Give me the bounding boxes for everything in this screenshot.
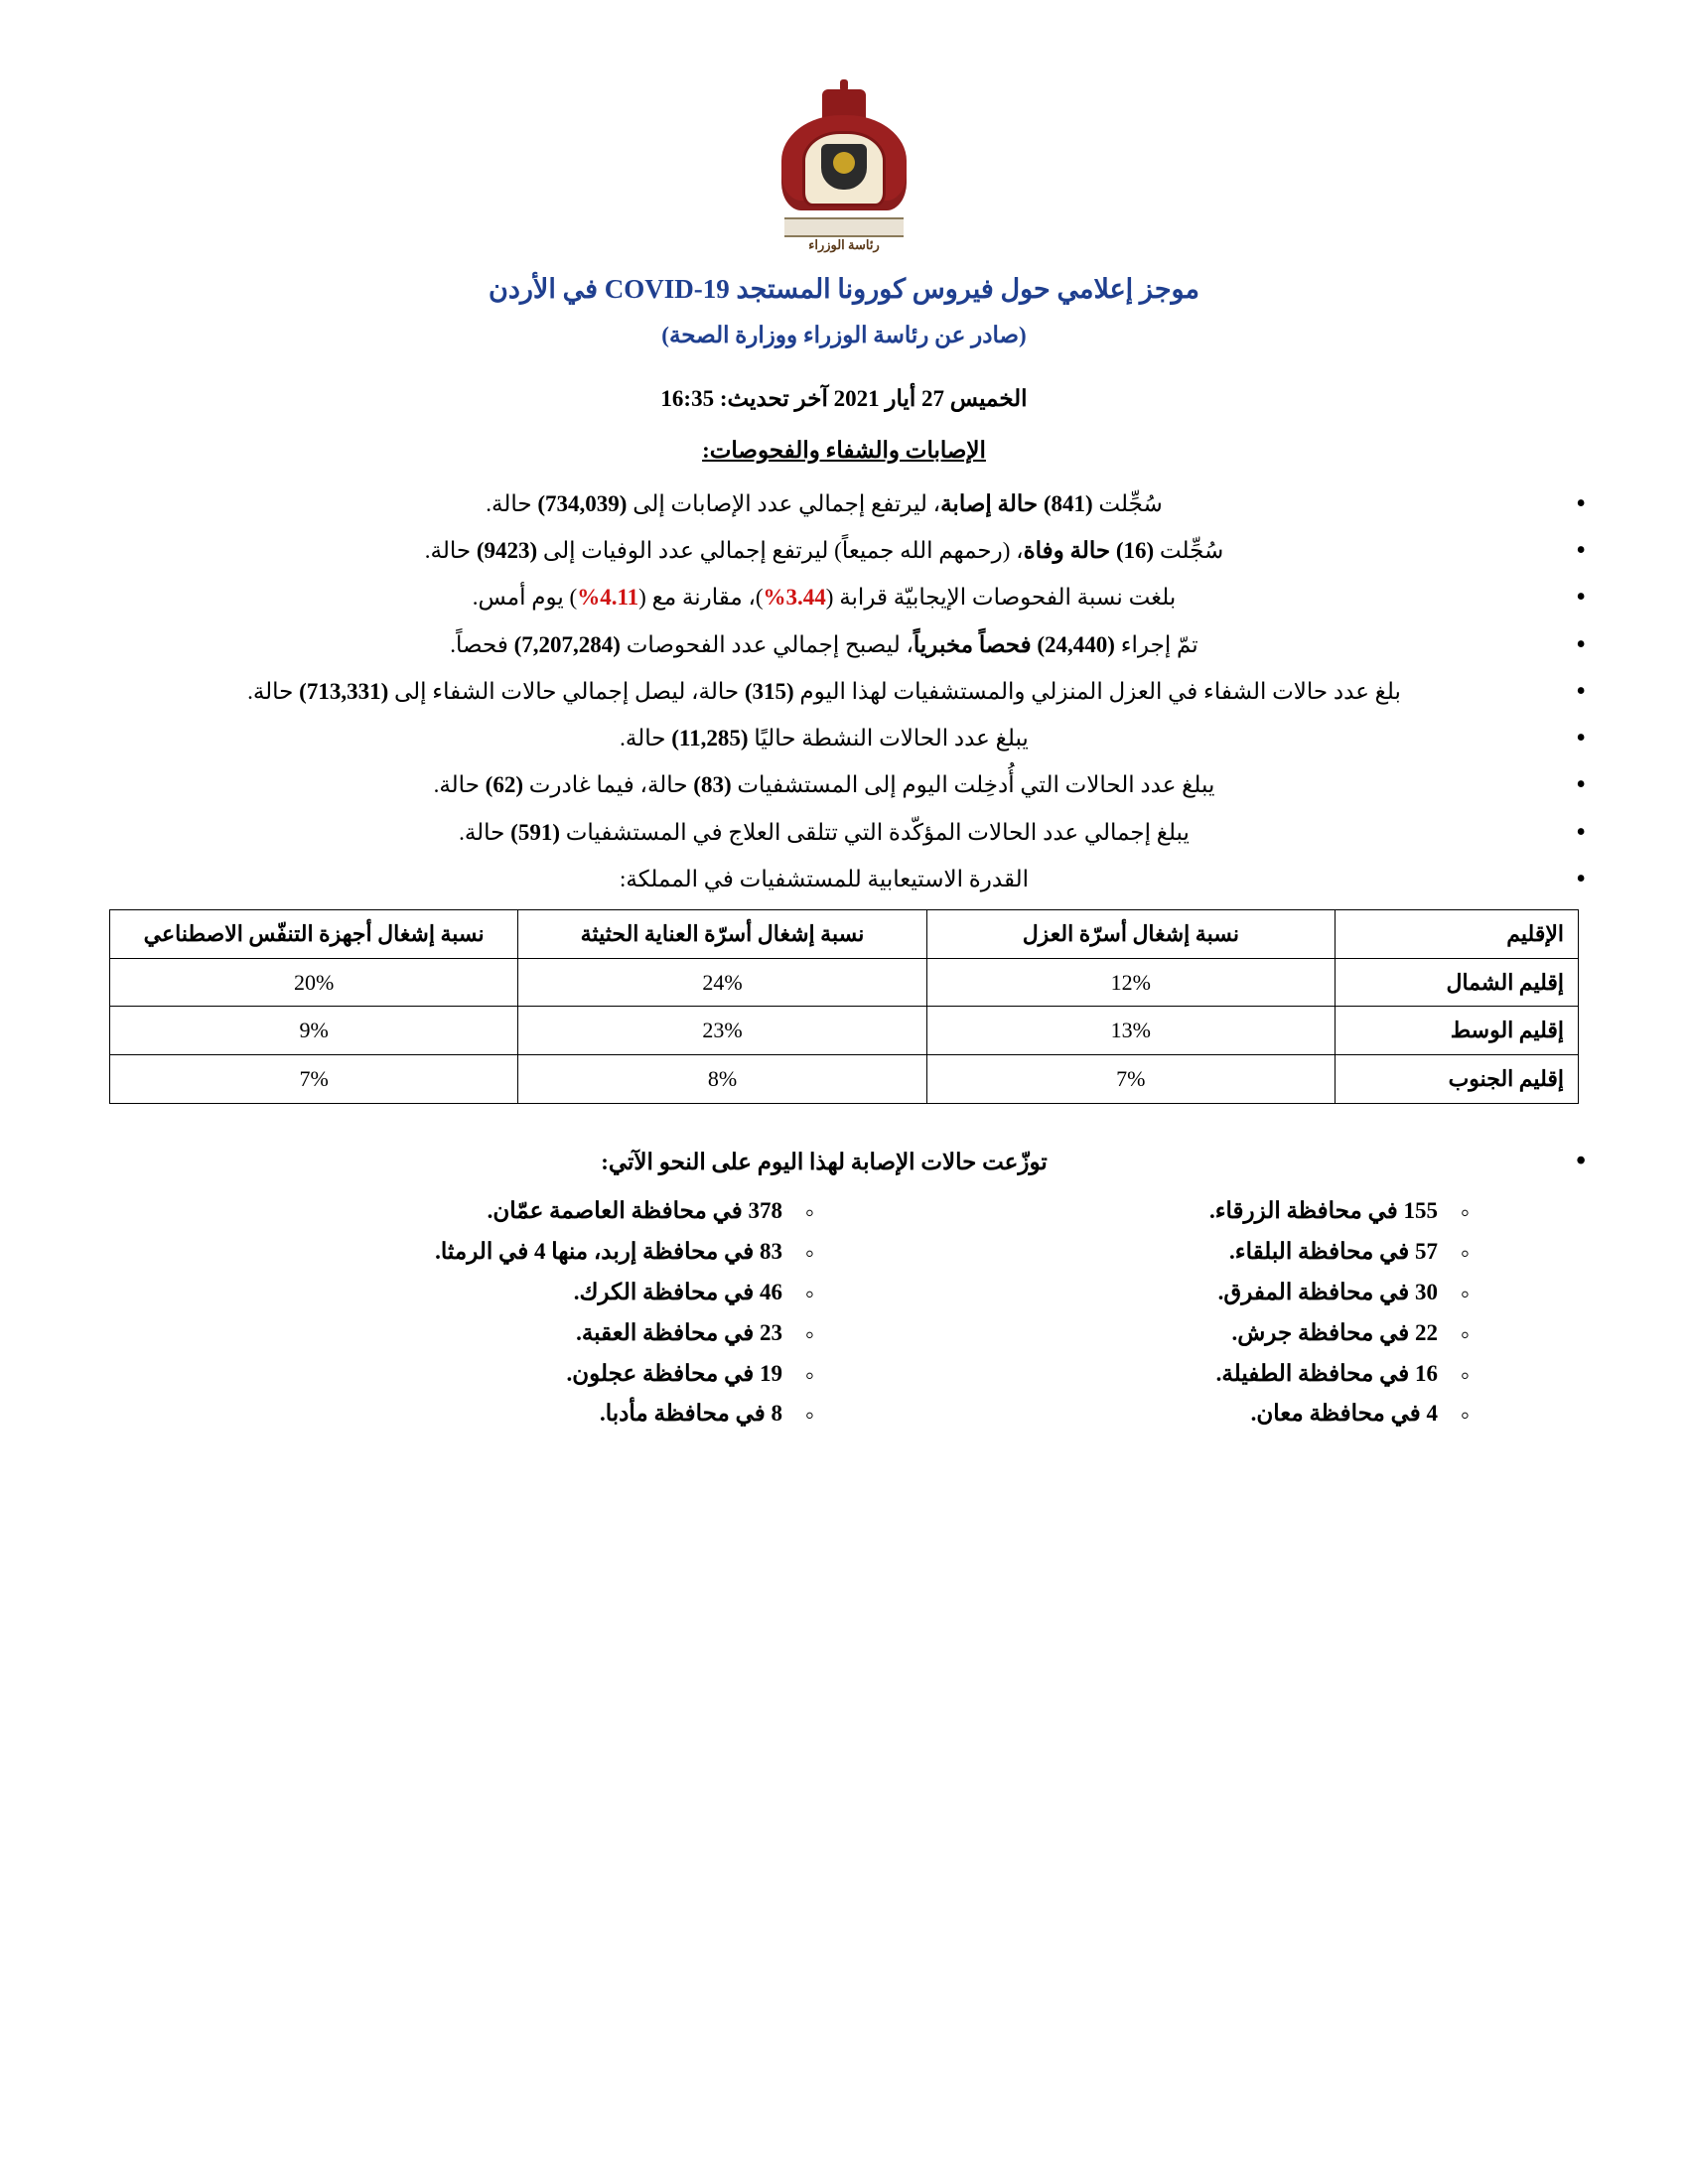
emblem-container [94, 89, 1594, 253]
list-item: ◦ 46 في محافظة الكرك. [209, 1273, 824, 1313]
column-header-region: الإقليم [1336, 910, 1579, 959]
emphasis-value: (83) [693, 772, 732, 798]
cell-ventilators: 9% [110, 1007, 518, 1055]
cell-region: إقليم الشمال [1336, 958, 1579, 1007]
list-item [94, 579, 1594, 615]
emphasis-value: (591) [510, 819, 560, 845]
table-head [110, 910, 1579, 959]
emphasis-value: (315) [744, 678, 794, 704]
text-fragment: ، ليرتفع إجمالي عدد الإصابات إلى [627, 490, 941, 516]
emphasis-value: (24,440) فحصاً مخبرياً [913, 631, 1115, 657]
cell-region: إقليم الوسط [1336, 1007, 1579, 1055]
column-header-isolation-beds: نسبة إشغال أسرّة العزل [926, 910, 1335, 959]
section-heading-cases: الإصابات والشفاء والفحوصات: [702, 437, 986, 463]
cell-icu: 23% [518, 1007, 926, 1055]
list-item: ◦ 23 في محافظة العقبة. [209, 1313, 824, 1354]
emblem-caption: رئاسة الوزراء [808, 237, 880, 252]
text-fragment: حالة. [620, 726, 672, 751]
hospital-capacity-table [109, 909, 1579, 1104]
emphasis-value: (9423) [476, 538, 538, 564]
text-fragment: يبلغ عدد الحالات النشطة حاليًا [748, 726, 1029, 751]
distribution-list-left [864, 1191, 1479, 1435]
cell-isolation: 7% [926, 1055, 1335, 1104]
ribbon-shape [784, 217, 904, 237]
list-item [94, 766, 1594, 803]
text-fragment: فحصاً. [450, 631, 514, 657]
last-update-line: الخميس 27 أيار 2021 آخر تحديث: 16:35 [660, 385, 1028, 411]
list-item: ◦ 57 في محافظة البلقاء. [864, 1232, 1479, 1273]
text-fragment: ، (رحمهم الله جميعاً) ليرتفع إجمالي عدد الوفيات إلى [537, 538, 1024, 564]
list-item: ◦ 8 في محافظة مأدبا. [209, 1394, 824, 1434]
cell-isolation: 13% [926, 1007, 1335, 1055]
cell-ventilators: 20% [110, 958, 518, 1007]
jordan-prime-ministry-emblem-icon [770, 89, 918, 253]
text-fragment: بلغ عدد حالات الشفاء في العزل المنزلي والمستشفيات لهذا اليوم [793, 678, 1401, 704]
list-item [94, 720, 1594, 756]
page-title: موجز إعلامي حول فيروس كورونا المستجد COVID-19 في الأردن [489, 274, 1199, 304]
text-fragment: ، ليصبح إجمالي عدد الفحوصات [620, 631, 914, 657]
emphasis-value: (841) حالة إصابة [940, 490, 1093, 516]
list-item: ◦ 155 في محافظة الزرقاء. [864, 1191, 1479, 1232]
table-header-row [110, 910, 1579, 959]
list-item [94, 626, 1594, 663]
text-fragment: يبلغ عدد الحالات التي أُدخِلت اليوم إلى المستشفيات [731, 772, 1215, 798]
emphasis-value: (62) [485, 772, 524, 798]
text-fragment: يبلغ إجمالي عدد الحالات المؤكّدة التي تتلقى العلاج في المستشفيات [560, 819, 1190, 845]
list-item: ◦ 378 في محافظة العاصمة عمّان. [209, 1191, 824, 1232]
text-fragment: سُجِّلت [1092, 490, 1163, 516]
emphasis-value: (713,331) [299, 678, 389, 704]
column-header-ventilators: نسبة إشغال أجهزة التنفّس الاصطناعي [110, 910, 518, 959]
list-item: ◦ 22 في محافظة جرش. [864, 1313, 1479, 1354]
list-item: ◦ 83 في محافظة إربد، منها 4 في الرمثا. [209, 1232, 824, 1273]
highlight-value: 4.11% [577, 585, 639, 611]
list-item [94, 673, 1594, 710]
table-row [110, 1055, 1579, 1104]
text-fragment: بلغت نسبة الفحوصات الإيجابيّة قرابة ( [825, 585, 1177, 611]
distribution-intro: • توزّعت حالات الإصابة لهذا اليوم على النحو الآتي: [94, 1150, 1594, 1175]
cell-icu: 8% [518, 1055, 926, 1104]
distribution-column-left [864, 1191, 1479, 1435]
highlight-value: 3.44% [763, 585, 826, 611]
distribution-list-right [209, 1191, 824, 1435]
distribution-columns [94, 1191, 1594, 1435]
list-item: ◦ 16 في محافظة الطفيلة. [864, 1354, 1479, 1395]
list-item: ◦ 4 في محافظة معان. [864, 1394, 1479, 1434]
cell-region: إقليم الجنوب [1336, 1055, 1579, 1104]
text-fragment: حالة. [424, 538, 477, 564]
emphasis-value: (7,207,284) [513, 631, 621, 657]
text-fragment: ) يوم أمس. [472, 585, 578, 611]
list-item: ◦ 30 في محافظة المفرق. [864, 1273, 1479, 1313]
table-body [110, 958, 1579, 1103]
list-item [94, 532, 1594, 569]
text-fragment: تمّ إجراء [1114, 631, 1198, 657]
emphasis-value: (16) حالة وفاة [1023, 538, 1155, 564]
cell-icu: 24% [518, 958, 926, 1007]
list-item [94, 485, 1594, 522]
mantle-inner-shape [802, 131, 886, 206]
cell-ventilators: 7% [110, 1055, 518, 1104]
emphasis-value: (11,285) [671, 726, 749, 751]
list-item: ◦ 19 في محافظة عجلون. [209, 1354, 824, 1395]
text-fragment: حالة، ليصل إجمالي حالات الشفاء إلى [388, 678, 745, 704]
hospital-capacity-intro: • القدرة الاستيعابية للمستشفيات في المملكة: [94, 861, 1594, 897]
table-row [110, 958, 1579, 1007]
cell-isolation: 12% [926, 958, 1335, 1007]
text-fragment: حالة. [459, 819, 511, 845]
statistics-list [94, 485, 1594, 897]
text-fragment: حالة. [433, 772, 486, 798]
text-fragment: حالة. [486, 490, 538, 516]
emphasis-value: (734,039) [537, 490, 628, 516]
table-row [110, 1007, 1579, 1055]
column-header-icu-beds: نسبة إشغال أسرّة العناية الحثيثة [518, 910, 926, 959]
text-fragment: سُجِّلت [1154, 538, 1224, 564]
text-fragment: حالة. [247, 678, 300, 704]
list-item [94, 814, 1594, 851]
text-fragment: حالة، فيما غادرت [523, 772, 694, 798]
shield-icon [821, 144, 867, 190]
text-fragment: )، مقارنة مع ( [638, 585, 764, 611]
distribution-column-right [209, 1191, 824, 1435]
page-subtitle: (صادر عن رئاسة الوزراء ووزارة الصحة) [661, 322, 1027, 347]
